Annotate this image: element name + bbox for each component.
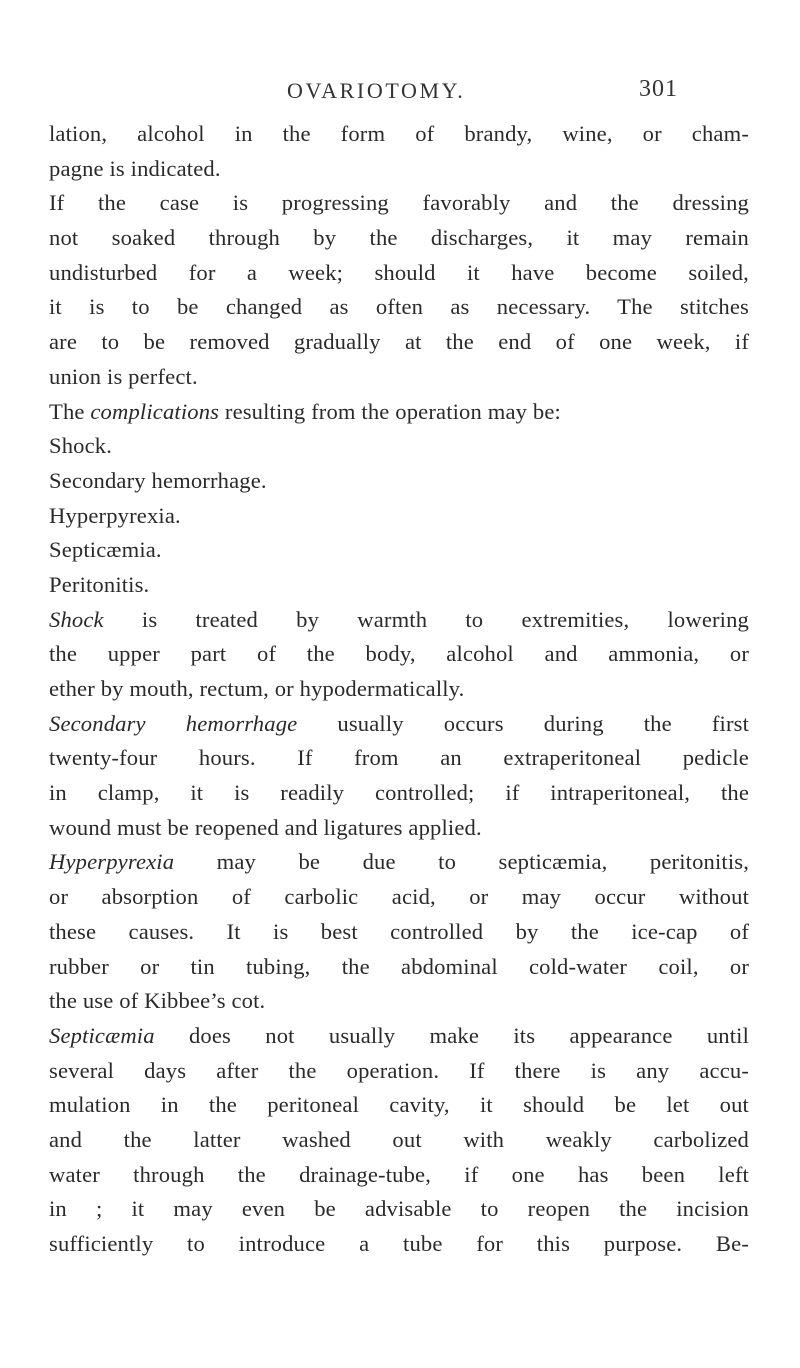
text-line: ether by mouth, rectum, or hypodermatically. xyxy=(49,676,465,701)
text-line: union is perfect. xyxy=(49,363,198,389)
text-line: in ; it may even be advisable to reopen the incision xyxy=(49,1196,749,1222)
body-text xyxy=(49,117,749,1262)
text-line: and the latter washed out with weakly carbolized xyxy=(49,1126,749,1152)
text-line: pagne is indicated. xyxy=(49,155,221,181)
italic-term: complications xyxy=(90,398,220,424)
text-line xyxy=(49,707,749,742)
text-line: the use of Kibbee’s cot. xyxy=(49,988,266,1014)
text-line: not soaked through by the discharges, it may remain xyxy=(49,225,749,251)
list-item: Hyperpyrexia. xyxy=(49,502,181,528)
text-line: it is to be changed as often as necessary. The stitches xyxy=(49,294,749,320)
italic-term: Shock xyxy=(49,606,104,632)
text-line: lation, alcohol in the form of brandy, wine, or cham- xyxy=(49,121,749,146)
text-line: twenty-four hours. If from an extraperitoneal pedicle xyxy=(49,745,749,771)
text-line: several days after the operation. If there is any accu- xyxy=(49,1057,749,1083)
text-line: in clamp, it is readily controlled; if intraperitoneal, the xyxy=(49,780,749,806)
text-run: resulting from the operation may be: xyxy=(219,398,561,424)
list-item: Secondary hemorrhage. xyxy=(49,467,267,493)
text-line xyxy=(49,1019,749,1054)
running-title: OVARIOTOMY. xyxy=(287,78,466,103)
italic-term: Secondary hemorrhage xyxy=(49,710,298,736)
page-number: 301 xyxy=(639,76,678,102)
text-line: the upper part of the body, alcohol and ammonia, or xyxy=(49,641,749,667)
text-line: mulation in the peritoneal cavity, it should be let out xyxy=(49,1092,749,1118)
text-line: If the case is progressing favorably and the dressing xyxy=(49,190,749,216)
running-head xyxy=(0,78,800,108)
text-line xyxy=(49,845,749,880)
text-run: does not usually make its appearance until xyxy=(154,1022,749,1048)
complications-intro-line xyxy=(49,395,749,430)
text-line: these causes. It is best controlled by the ice-cap of xyxy=(49,918,749,944)
list-item: Peritonitis. xyxy=(49,571,150,597)
text-run: usually occurs during the first xyxy=(297,710,749,736)
text-run: may be due to septicæmia, peritonitis, xyxy=(174,849,749,875)
italic-term: Septicæmia xyxy=(49,1022,155,1048)
text-line: are to be removed gradually at the end of one week, if xyxy=(49,329,749,355)
text-run: The xyxy=(49,398,91,424)
italic-term: Hyperpyrexia xyxy=(49,849,175,875)
text-line xyxy=(49,603,749,638)
text-line: undisturbed for a week; should it have become soiled, xyxy=(49,259,749,285)
text-line: wound must be reopened and ligatures applied. xyxy=(49,814,482,840)
text-line: rubber or tin tubing, the abdominal cold-water coil, or xyxy=(49,953,749,979)
list-item: Shock. xyxy=(49,433,113,459)
text-line: sufficiently to introduce a tube for this purpose. Be- xyxy=(49,1231,749,1256)
text-line: water through the drainage-tube, if one has been left xyxy=(49,1161,749,1187)
text-run: is treated by warmth to extremities, lowering xyxy=(103,606,749,632)
text-line: or absorption of carbolic acid, or may occur without xyxy=(49,884,749,910)
list-item: Septicæmia. xyxy=(49,537,162,563)
